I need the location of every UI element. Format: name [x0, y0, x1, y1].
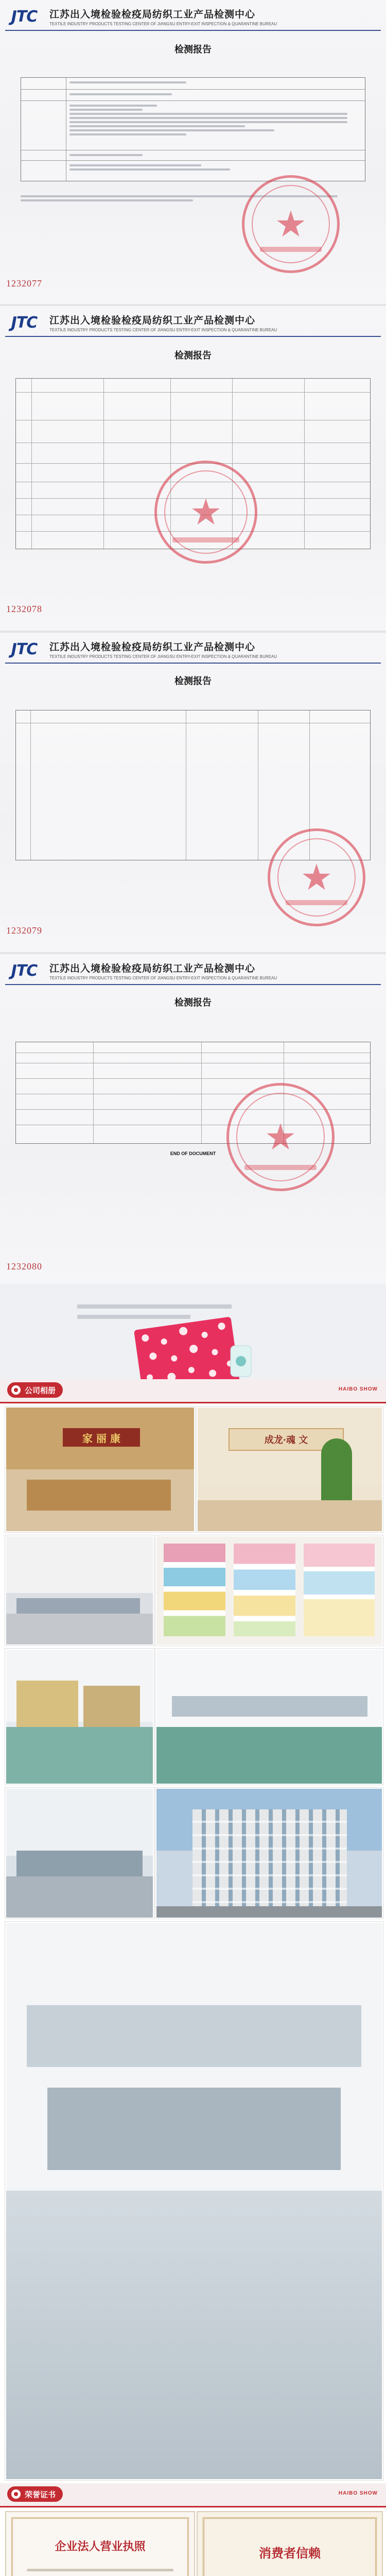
header-rule: [5, 336, 381, 337]
company-photo-factory-floor: [155, 1649, 383, 1785]
certificate-business-license: [5, 2511, 195, 2576]
seal-star-icon: ★: [264, 1116, 297, 1158]
official-seal: [268, 828, 365, 926]
seal-star-icon: ★: [189, 491, 222, 533]
end-of-document: END OF DOCUMENT: [170, 1151, 216, 1156]
report-header: [4, 636, 382, 663]
showroom-sign: 家 丽 康: [63, 1428, 140, 1447]
org-name-en: TEXTILE INDUSTRY PRODUCTS TESTING CENTER OF JIANGSU ENTRY-EXIT INSPECTION & QUARANTINE BUREAU: [49, 654, 277, 659]
header-rule: [5, 30, 381, 31]
company-photo-building: [155, 1788, 383, 1919]
report-title: 检测报告: [174, 350, 212, 361]
fabric-sample-image: [0, 1284, 386, 1379]
report-header: [4, 3, 382, 30]
section-label: 公司相册: [25, 1385, 56, 1395]
org-name-cn: 江苏出入境检验检疫局纺织工业产品检测中心: [49, 315, 256, 326]
section-brand-mark: HAIBO SHOW: [338, 2490, 378, 2496]
sample-swatch-photo: [0, 1284, 386, 1379]
header-rule: [5, 663, 381, 664]
report-serial: 1232078: [6, 604, 42, 614]
company-photo-sewing-room: [5, 1788, 154, 1919]
org-name-cn: 江苏出入境检验检疫局纺织工业产品检测中心: [49, 963, 256, 974]
org-name-en: TEXTILE INDUSTRY PRODUCTS TESTING CENTER OF JIANGSU ENTRY-EXIT INSPECTION & QUARANTINE BUREAU: [49, 22, 277, 26]
company-photo-stockroom: [155, 1535, 383, 1646]
section-label: 荣誉证书: [25, 2489, 56, 2499]
section-banner-honor: [0, 2483, 386, 2507]
official-seal: [154, 461, 257, 564]
slogan-board: 成龙·魂 文: [229, 1428, 344, 1451]
certificate-consumer-trust: [197, 2511, 383, 2576]
section-brand-mark: HAIBO SHOW: [338, 1386, 378, 1392]
section-tag: [7, 1382, 63, 1398]
bullet-icon: [11, 2489, 21, 2499]
report-header: [4, 957, 382, 984]
test-report-sheet-2: [0, 306, 386, 631]
org-name-cn: 江苏出入境检验检疫局纺织工业产品检测中心: [49, 9, 256, 20]
official-seal: [242, 175, 340, 273]
company-photo-production-line: [5, 1922, 383, 2480]
certificate-title: 企业法人营业执照: [55, 2540, 146, 2553]
jtc-logo: JTC: [11, 313, 38, 332]
report-serial: 1232079: [6, 925, 42, 936]
plant-icon: [321, 1438, 352, 1505]
report-serial: 1232077: [6, 278, 42, 289]
official-seal: [226, 1083, 335, 1191]
report-serial: 1232080: [6, 1261, 42, 1272]
section-tag: [7, 2486, 63, 2502]
bullet-icon: [11, 1385, 21, 1395]
report-title: 检测报告: [174, 676, 212, 687]
section-banner-company: [0, 1379, 386, 1403]
report-header: [4, 309, 382, 336]
report-title: 检测报告: [174, 44, 212, 55]
org-name-en: TEXTILE INDUSTRY PRODUCTS TESTING CENTER OF JIANGSU ENTRY-EXIT INSPECTION & QUARANTINE BUREAU: [49, 328, 277, 332]
sample-info-table: [21, 77, 365, 181]
test-report-sheet-4: [0, 954, 386, 1284]
seal-star-icon: ★: [274, 203, 307, 245]
header-rule: [5, 984, 381, 985]
jtc-logo: JTC: [11, 640, 38, 658]
company-photo-office: [5, 1535, 154, 1646]
company-photo-reception: [197, 1406, 383, 1532]
org-name-cn: 江苏出入境检验检疫局纺织工业产品检测中心: [49, 641, 256, 653]
test-report-sheet-1: [0, 0, 386, 304]
report-title: 检测报告: [174, 997, 212, 1008]
company-photo-showroom: [5, 1406, 195, 1532]
company-photo-warehouse: [5, 1649, 154, 1785]
certificate-title: 消费者信赖: [259, 2546, 321, 2561]
seal-star-icon: ★: [300, 856, 333, 899]
jtc-logo: JTC: [11, 961, 38, 980]
jtc-logo: JTC: [11, 7, 38, 26]
org-name-en: TEXTILE INDUSTRY PRODUCTS TESTING CENTER OF JIANGSU ENTRY-EXIT INSPECTION & QUARANTINE BUREAU: [49, 976, 277, 980]
test-report-sheet-3: [0, 633, 386, 952]
